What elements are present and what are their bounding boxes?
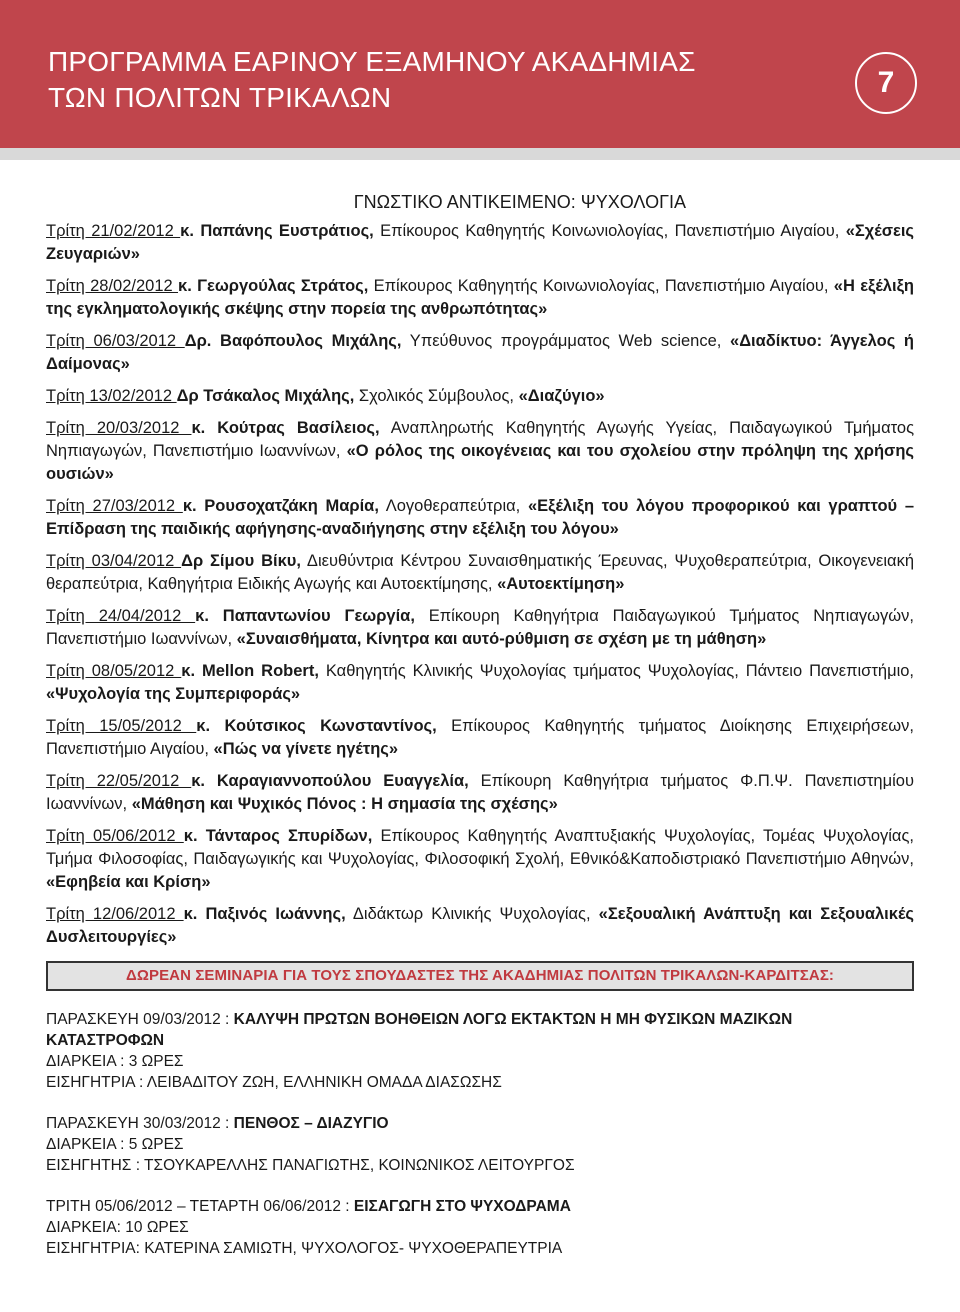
- lecture-date: Τρίτη 12/06/2012: [46, 905, 184, 923]
- lecturer-name: κ. Ρουσοχατζάκη Μαρία,: [182, 497, 379, 515]
- lecture-entry: [46, 417, 914, 486]
- lecture-topic: «Εφηβεία και Κρίση»: [46, 873, 211, 891]
- page-number-badge: 7: [855, 52, 917, 114]
- seminar-entry: [46, 1196, 914, 1259]
- lecture-date: Τρίτη 21/02/2012: [46, 222, 181, 240]
- lecture-topic: «Ο ρόλος της οικογένειας και του σχολείου στην πρόληψη της χρήσης ουσιών»: [46, 442, 914, 483]
- lecture-entry: [46, 770, 914, 816]
- lecture-entry: [46, 825, 914, 894]
- seminar-speaker: ΕΙΣΗΓΗΤΡΙΑ: ΚΑΤΕΡΙΝΑ ΣΑΜΙΩΤΗ, ΨΥΧΟΛΟΓΟΣ- ΨΥΧΟΘΕΡΑΠΕΥΤΡΙΑ: [46, 1240, 563, 1257]
- header-divider: [0, 148, 960, 160]
- lecture-entry: [46, 660, 914, 706]
- lecturer-title: Σχολικός Σύμβουλος,: [354, 387, 519, 405]
- lecturer-name: Δρ Τσάκαλος Μιχάλης,: [176, 387, 355, 405]
- lecture-entry: [46, 550, 914, 596]
- lecturer-name: κ. Τάνταρος Σπυρίδων,: [183, 827, 373, 845]
- lecturer-name: Δρ. Βαφόπουλος Μιχάλης,: [184, 332, 402, 350]
- lecture-topic: «Σχέσεις Ζευγαριών»: [46, 222, 915, 263]
- lecturer-name: κ. Παξινός Ιωάννης,: [183, 905, 346, 923]
- seminar-heading: [46, 1009, 914, 1051]
- lecture-topic: «Σεξουαλική Ανάπτυξη και Σεξουαλικές Δυσλειτουργίες»: [46, 905, 914, 946]
- seminar-speaker: ΕΙΣΗΓΗΤΡΙΑ : ΛΕΙΒΑΔΙΤΟΥ ΖΩΗ, ΕΛΛΗΝΙΚΗ ΟΜΑΔΑ ΔΙΑΣΩΣΗΣ: [46, 1074, 502, 1091]
- lecture-list: [46, 220, 914, 949]
- lecture-date: Τρίτη 27/03/2012: [46, 497, 183, 515]
- lecture-date: Τρίτη 24/04/2012: [46, 607, 196, 625]
- lecture-entry: [46, 220, 914, 266]
- lecture-date: Τρίτη 06/03/2012: [46, 332, 185, 350]
- seminar-date: ΠΑΡΑΣΚΕΥΗ 30/03/2012 :: [46, 1115, 234, 1132]
- lecture-entry: [46, 275, 914, 321]
- lecture-entry: [46, 495, 914, 541]
- lecture-entry: [46, 385, 914, 408]
- lecture-date: Τρίτη 15/05/2012: [46, 717, 197, 735]
- seminar-duration: ΔΙΑΡΚΕΙΑ : 3 ΩΡΕΣ: [46, 1053, 184, 1070]
- seminar-entry: [46, 1113, 914, 1176]
- lecturer-title: Διευθύντρια Κέντρου Συναισθηματικής Έρευνας, Ψυχοθεραπεύτρια, Οικογενειακή θεραπεύτρια, Καθηγήτρια Ειδικής Αγωγής και Αυτοεκτίμησης,: [46, 552, 914, 593]
- seminar-list: [46, 1009, 914, 1259]
- lecture-entry: [46, 605, 914, 651]
- seminar-speaker: ΕΙΣΗΓΗΤΗΣ : ΤΣΟΥΚΑΡΕΛΛΗΣ ΠΑΝΑΓΙΩΤΗΣ, ΚΟΙΝΩΝΙΚΟΣ ΛΕΙΤΟΥΡΓΟΣ: [46, 1157, 575, 1174]
- lecture-date: Τρίτη 08/05/2012: [46, 662, 182, 680]
- lecturer-title: Καθηγητής Κλινικής Ψυχολογίας τμήματος Ψυχολογίας, Πάντειο Πανεπιστήμιο,: [318, 662, 914, 680]
- lecture-topic: «Ψυχολογία της Συμπεριφοράς»: [46, 685, 301, 703]
- lecturer-title: Επίκουρος Καθηγητής Κοινωνιολογίας, Πανεπιστήμιο Αιγαίου,: [368, 277, 834, 295]
- page-header: [0, 0, 960, 148]
- lecturer-title: Λογοθεραπεύτρια,: [378, 497, 528, 515]
- seminar-title: ΠΕΝΘΟΣ – ΔΙΑΖΥΓΙΟ: [233, 1115, 389, 1132]
- lecture-topic: «Διαδίκτυο: Άγγελος ή Δαίμονας»: [46, 332, 915, 373]
- subject-heading: ΓΝΩΣΤΙΚΟ ΑΝΤΙΚΕΙΜΕΝΟ: ΨΥΧΟΛΟΓΙΑ: [353, 192, 686, 212]
- seminar-entry: [46, 1009, 914, 1093]
- lecture-topic: «Η εξέλιξη της εγκληματολογικής σκέψης στην πορεία της ανθρωπότητας»: [46, 277, 914, 318]
- lecturer-title: Επίκουρος Καθηγητής τμήματος Διοίκησης Επιχειρήσεων, Πανεπιστήμιο Αιγαίου,: [46, 717, 914, 758]
- lecturer-title: Υπεύθυνος προγράμματος Web science,: [401, 332, 731, 350]
- lecturer-title: Επίκουρος Καθηγητής Κοινωνιολογίας, Πανεπιστήμιο Αιγαίου,: [373, 222, 846, 240]
- lecturer-name: Δρ Σίμου Βίκυ,: [181, 552, 301, 570]
- lecturer-title: Επίκουρη Καθηγήτρια τμήματος Φ.Π.Ψ. Πανεπιστημίου Ιωαννίνων,: [46, 772, 914, 813]
- lecture-date: Τρίτη 22/05/2012: [46, 772, 192, 790]
- seminar-title: ΚΑΛΥΨΗ ΠΡΩΤΩΝ ΒΟΗΘΕΙΩΝ ΛΟΓΩ ΕΚΤΑΚΤΩΝ Η ΜΗ ΦΥΣΙΚΩΝ ΜΑΖΙΚΩΝ ΚΑΤΑΣΤΡΟΦΩΝ: [46, 1011, 793, 1049]
- lecturer-name: κ. Mellon Robert,: [181, 662, 319, 680]
- lecturer-name: κ. Παπάνης Ευστράτιος,: [180, 222, 374, 240]
- lecturer-name: κ. Καραγιαννοπούλου Ευαγγελία,: [191, 772, 469, 790]
- seminar-date: ΤΡΙΤΗ 05/06/2012 – ΤΕΤΑΡΤΗ 06/06/2012 :: [46, 1198, 354, 1215]
- lecture-topic: «Συναισθήματα, Κίνητρα και αυτό-ρύθμιση σε σχέση με τη μάθηση»: [236, 630, 767, 648]
- lecture-date: Τρίτη 20/03/2012: [46, 419, 192, 437]
- seminar-title: ΕΙΣΑΓΩΓΗ ΣΤΟ ΨΥΧΟΔΡΑΜΑ: [353, 1198, 571, 1215]
- seminar-heading: [46, 1113, 914, 1134]
- lecturer-title: Διδάκτωρ Κλινικής Ψυχολογίας,: [345, 905, 599, 923]
- lecture-date: Τρίτη 13/02/2012: [46, 387, 177, 405]
- lecture-entry: [46, 330, 914, 376]
- page-title-line-1: ΠΡΟΓΡΑΜΜΑ ΕΑΡΙΝΟΥ ΕΞΑΜΗΝΟΥ ΑΚΑΔΗΜΙΑΣ: [48, 46, 696, 77]
- lecture-topic: «Εξέλιξη του λόγου προφορικού και γραπτού – Επίδραση της παιδικής αφήγησης-αναδιήγησης στην εξέλιξη του λόγου»: [46, 497, 915, 538]
- lecturer-name: κ. Κούτρας Βασίλειος,: [191, 419, 380, 437]
- lecture-topic: «Μάθηση και Ψυχικός Πόνος : Η σημασία της σχέσης»: [131, 795, 558, 813]
- seminar-duration: ΔΙΑΡΚΕΙΑ : 5 ΩΡΕΣ: [46, 1136, 184, 1153]
- lecture-date: Τρίτη 28/02/2012: [46, 277, 179, 295]
- lecture-topic: «Αυτοεκτίμηση»: [497, 575, 625, 593]
- page-title-line-2: ΤΩΝ ΠΟΛΙΤΩΝ ΤΡΙΚΑΛΩΝ: [48, 82, 392, 113]
- lecturer-name: κ. Κούτσικος Κωνσταντίνος,: [196, 717, 437, 735]
- lecturer-title: Αναπληρωτής Καθηγητής Αγωγής Υγείας, Παιδαγωγικού Τμήματος Νηπιαγωγών, Πανεπιστήμιο Ιωαννίνων,: [46, 419, 915, 460]
- lecturer-name: κ. Παπαντωνίου Γεωργία,: [195, 607, 415, 625]
- lecture-entry: [46, 903, 914, 949]
- seminar-heading: [46, 1196, 914, 1217]
- seminar-duration: ΔΙΑΡΚΕΙΑ: 10 ΩΡΕΣ: [46, 1219, 189, 1236]
- main-content: [46, 190, 914, 1279]
- free-seminars-banner: ΔΩΡΕΑΝ ΣΕΜΙΝΑΡΙΑ ΓΙΑ ΤΟΥΣ ΣΠΟΥΔΑΣΤΕΣ ΤΗΣ ΑΚΑΔΗΜΙΑΣ ΠΟΛΙΤΩΝ ΤΡΙΚΑΛΩΝ-ΚΑΡΔΙΤΣΑΣ:: [46, 961, 914, 991]
- lecture-topic: «Πώς να γίνετε ηγέτης»: [213, 740, 399, 758]
- lecture-date: Τρίτη 03/04/2012: [46, 552, 182, 570]
- page-title: [48, 44, 808, 116]
- lecture-date: Τρίτη 05/06/2012: [46, 827, 184, 845]
- lecture-topic: «Διαζύγιο»: [518, 387, 605, 405]
- lecturer-title: Επίκουρος Καθηγητής Αναπτυξιακής Ψυχολογίας, Τομέας Ψυχολογίας, Τμήμα Φιλοσοφίας, Παιδαγωγικής και Ψυχολογίας, Φιλοσοφική Σχολή, Εθνικό&Καποδιστριακό Πανεπιστήμιο Αθηνών,: [46, 827, 914, 868]
- lecturer-name: κ. Γεωργούλας Στράτος,: [178, 277, 369, 295]
- lecture-entry: [46, 715, 914, 761]
- seminar-date: ΠΑΡΑΣΚΕΥΗ 09/03/2012 :: [46, 1011, 234, 1028]
- lecturer-title: Επίκουρη Καθηγήτρια Παιδαγωγικού Τμήματος Νηπιαγωγών, Πανεπιστήμιο Ιωαννίνων,: [46, 607, 914, 648]
